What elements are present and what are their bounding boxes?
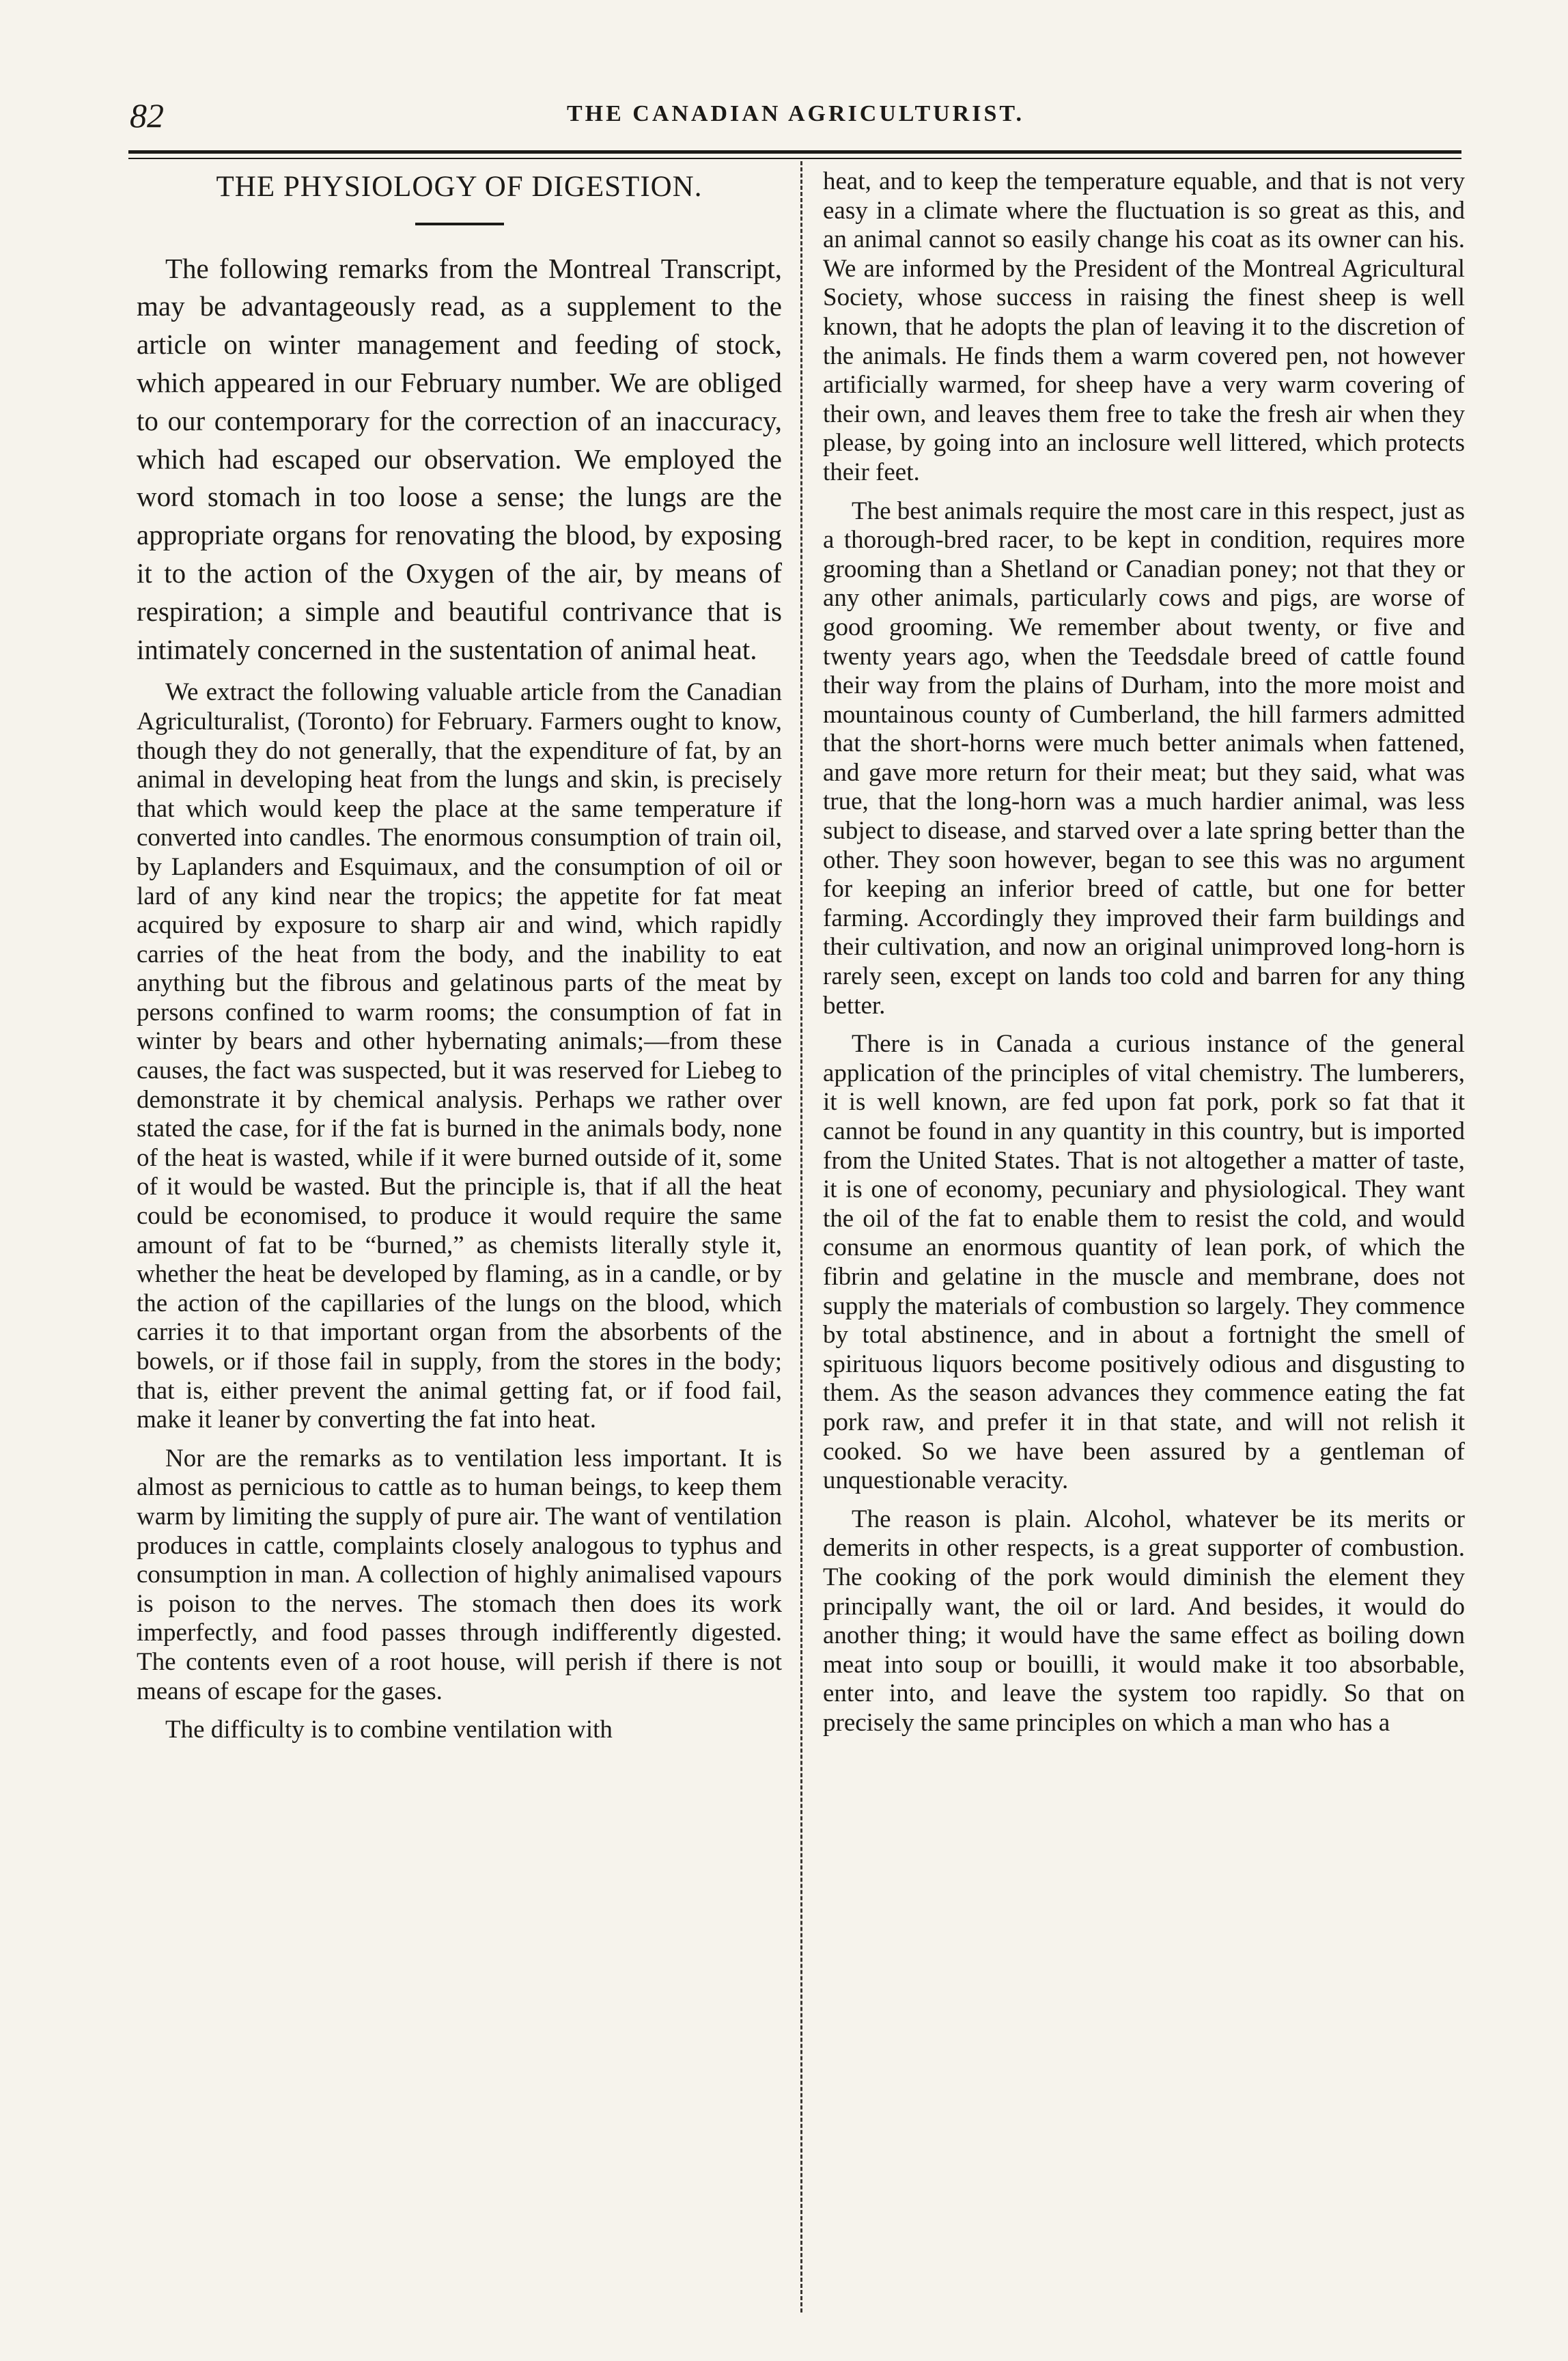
header-rule-thick	[128, 150, 1461, 154]
body-paragraph-2: Nor are the remarks as to ventilation less important. It is almost as pernicious to cattle as to human beings, to keep them warm by limiting the supply of pure air. The want of ventilation produces in cattle, complaints closely analogous to typhus and consumption in man. A collection of highly animalised vapours is poison to the nerves. The stomach then does its work imperfectly, and food passes through indifferently digested. The contents even of a root house, will perish if there is not means of escape for the gases.	[137, 1444, 782, 1705]
body-paragraph-4: heat, and to keep the temperature equable, and that is not very easy in a climate where the fluctuation is so great as this, and an animal cannot so easily change his coat as its owner can his. We are informed by the President of the Montreal Agricultural Society, whose success in raising the finest sheep is well known, that he adopts the plan of leaving it to the discretion of the animals. He finds them a warm covered pen, not however artificially warmed, for sheep have a very warm covering of their own, and leaves them free to take the fresh air when they please, by going into an inclosure well littered, which protects their feet.	[823, 167, 1465, 486]
body-paragraph-7: The reason is plain. Alcohol, whatever be its merits or demerits in other respects, is a great supporter of combustion. The cooking of the pork would diminish the element they principally want, the oil or lard. And besides, it would do another thing; it would have the same effect as boiling down meat into soup or bouilli, it would make it too absorbable, enter into, and leave the system too rapidly. So that on precisely the same principles on which a man who has a	[823, 1505, 1465, 1737]
article-title: THE PHYSIOLOGY OF DIGESTION.	[216, 171, 703, 203]
intro-paragraph: The following remarks from the Montreal Transcript, may be advantageously read, as a supplement to the article on winter management and feeding of stock, which appeared in our February number. We are obliged to our contemporary for the correction of an inaccuracy, which had escaped our observation. We employed the word stomach in too loose a sense; the lungs are the appropriate organs for renovating the blood, by exposing it to the action of the Oxygen of the air, by means of respiration; a simple and beautiful contrivance that is intimately concerned in the sustentation of animal heat.	[137, 252, 782, 665]
column-divider	[800, 161, 802, 2313]
body-paragraph-5: The best animals require the most care in this respect, just as a thorough-bred racer, to be kept in condition, requires more grooming than a Shetland or Canadian poney; not that they or any other animals, particularly cows and pigs, are worse of good grooming. We remember about twenty, or five and twenty years ago, when the Teedsdale breed of cattle found their way from the plains of Durham, into the more moist and mountainous county of Cumberland, the hill farmers admitted that the short-horns were much better animals when fattened, and gave more return for their meat; but they said, what was true, that the long-horn was a much hardier animal, was less subject to disease, and starved over a late spring better than the other. They soon however, began to see this was no argument for keeping an inferior breed of cattle, but one for better farming. Accordingly they improved their farm buildings and their cultivation, and now an original unimproved long-horn is rarely seen, except on lands too cold and barren for any thing better.	[823, 497, 1466, 1020]
right-column	[823, 167, 1465, 1747]
title-rule	[415, 223, 504, 225]
journal-title: THE CANADIAN AGRICULTURIST.	[566, 101, 1025, 126]
running-head	[130, 96, 1461, 137]
left-column	[137, 167, 782, 1755]
intro-section	[137, 250, 782, 669]
body-paragraph-1: We extract the following valuable article from the Canadian Agriculturalist, (Toronto) for February. Farmers ought to know, though they do not generally, that the expenditure of fat, by an animal in developing heat from the lungs and skin, is precisely that which would keep the place at the same temperature if converted into candles. The enormous consumption of train oil, by Laplanders and Esquimaux, and the consumption of oil or lard of any kind near the tropics; the appetite for fat meat acquired by exposure to sharp air and wind, which rapidly carries of the heat from the body, and the inability to eat anything but the fibrous and gelatinous parts of the meat by persons confined to warm rooms; the consumption of fat in winter by bears and other hybernating animals;—from these causes, the fact was suspected, but it was reserved for Liebeg to demonstrate it by chemical analysis. Perhaps we rather over stated the case, for if the fat is burned in the animals body, none of the heat is wasted, while if it were burned outside of it, some of it would be wasted. But the principle is, that if all the heat could be economised, to produce it would require the same amount of fat to be “burned,” as chemists literally style it, whether the heat be developed by flaming, as in a candle, or by the action of the capillaries of the lungs on the blood, which carries it to that important organ from the absorbents of the bowels, or if those fail in supply, from the stores in the body; that is, either prevent the animal getting fat, or if food fail, make it leaner by converting the fat into heat.	[137, 678, 782, 1434]
page-number: 82	[130, 96, 164, 135]
body-paragraph-6: There is in Canada a curious instance of the general application of the principles of vital chemistry. The lumberers, it is well known, are fed upon fat pork, pork so fat that it cannot be found in any quantity in this country, but is imported from the United States. That is not altogether a matter of taste, it is one of economy, pecuniary and physiological. They want the oil of the fat to enable them to resist the cold, and would consume an enormous quantity of lean pork, of which the fibrin and gelatine in the muscle and membrane, does not supply the materials of combustion so largely. They commence by total abstinence, and in about a fortnight the smell of spirituous liquors become positively odious and disgusting to them. As the season advances they commence eating the fat pork raw, and prefer it in that state, and will not relish it cooked. So we have been assured by a gentleman of unquestionable veracity.	[823, 1030, 1465, 1495]
header-rule-thin	[128, 158, 1461, 159]
body-paragraph-3: The difficulty is to combine ventilation with	[165, 1716, 613, 1744]
